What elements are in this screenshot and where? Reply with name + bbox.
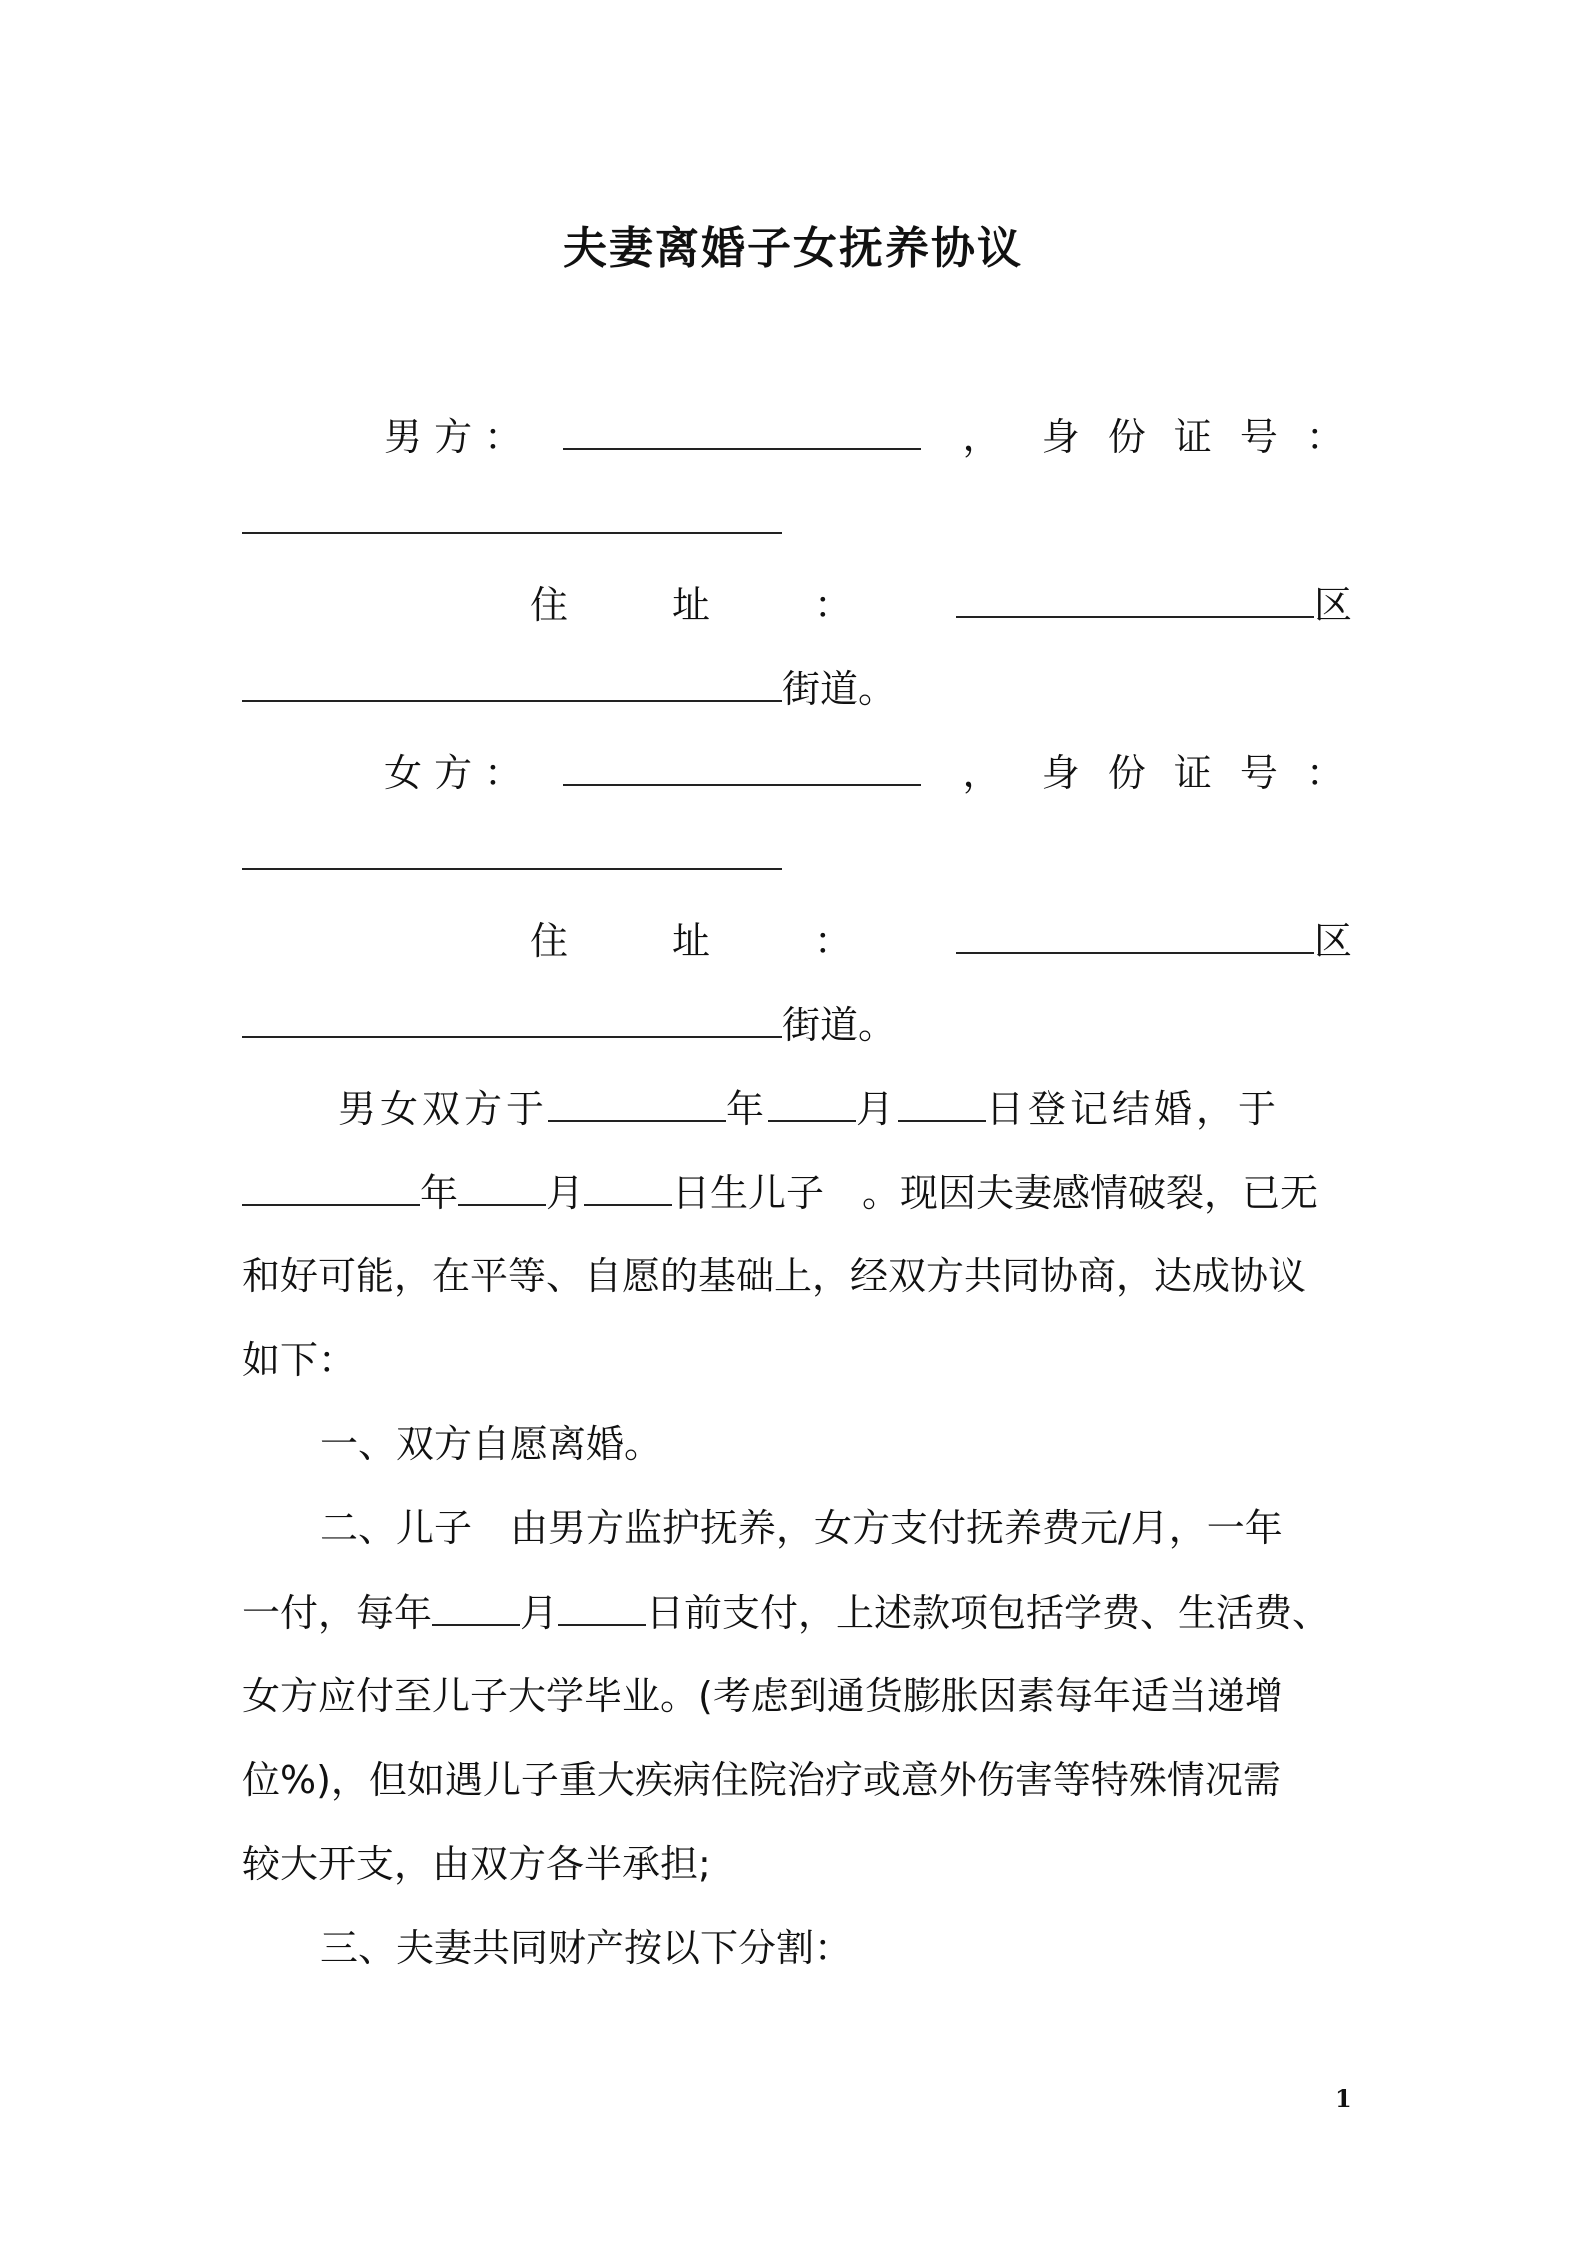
document-title: 夫妻离婚子女抚养协议 xyxy=(563,223,1023,274)
address-colon: ： xyxy=(813,919,852,963)
marriage-text-7: 日生儿子 。现因夫妻感情破裂，已无 xyxy=(672,1171,1319,1215)
clause-3: 三、夫妻共同财产按以下分割： xyxy=(320,1926,853,1970)
birth-day-blank xyxy=(584,1164,672,1206)
street-label: 街道。 xyxy=(782,1003,897,1047)
female-district-blank xyxy=(956,912,1314,954)
male-id-line xyxy=(242,492,1352,548)
male-id-blank xyxy=(242,492,782,534)
male-district-group xyxy=(956,576,1352,633)
male-street-blank xyxy=(242,660,782,702)
marriage-line-3: 和好可能，在平等、自愿的基础上，经双方共同协商，达成协议 xyxy=(242,1254,1307,1298)
clause-2-text-c: 日前支付，上述款项包括学费、生活费、 xyxy=(646,1591,1331,1635)
marriage-text-4: 日登记结婚，于 xyxy=(986,1087,1281,1131)
marriage-month-label: 月 xyxy=(856,1087,899,1131)
comma: ， xyxy=(962,751,1001,795)
page-number: 1 xyxy=(1335,2084,1352,2113)
male-id-label: 身 份 证 号 ： xyxy=(1041,415,1352,459)
female-district-group xyxy=(956,912,1352,969)
address-char-1: 住 xyxy=(530,583,569,627)
clause-1: 一、双方自愿离婚。 xyxy=(320,1422,663,1466)
payment-month-blank xyxy=(432,1584,520,1626)
comma: ， xyxy=(962,415,1001,459)
district-label: 区 xyxy=(1313,583,1352,627)
male-name-blank xyxy=(563,408,921,450)
clause-2-line-1: 二、儿子 由男方监护抚养，女方支付抚养费元/月，一年 xyxy=(320,1506,1283,1550)
marriage-text-1: 男女双方于 xyxy=(338,1087,549,1131)
address-colon: ： xyxy=(813,583,852,627)
clause-2-text-a: 一付，每年 xyxy=(242,1591,433,1635)
female-id-line xyxy=(242,828,1352,884)
female-name-blank xyxy=(563,744,921,786)
female-street-blank xyxy=(242,996,782,1038)
male-address-line xyxy=(530,576,1352,632)
marriage-line-1 xyxy=(338,1080,1352,1136)
clause-2-text-b: 月 xyxy=(520,1591,559,1635)
female-street-line xyxy=(242,996,1352,1052)
marriage-line-4: 如下： xyxy=(242,1338,357,1382)
address-char-2: 址 xyxy=(671,919,710,963)
address-char-1: 住 xyxy=(530,919,569,963)
male-label: 男 方 ： xyxy=(384,415,523,459)
female-id-blank xyxy=(242,828,782,870)
birth-year-label: 年 xyxy=(420,1171,459,1215)
clause-2-line-3: 女方应付至儿子大学毕业。(考虑到通货膨胀因素每年适当递增 xyxy=(242,1674,1283,1718)
address-char-2: 址 xyxy=(671,583,710,627)
male-street-line xyxy=(242,660,1352,716)
female-id-label: 身 份 证 号 ： xyxy=(1041,751,1352,795)
clause-2-line-2 xyxy=(242,1584,1352,1640)
street-label: 街道。 xyxy=(782,667,897,711)
birth-month-blank xyxy=(458,1164,546,1206)
male-district-blank xyxy=(956,576,1314,618)
payment-day-blank xyxy=(558,1584,646,1626)
marriage-day-blank xyxy=(898,1080,986,1122)
male-party-line xyxy=(384,408,1352,464)
marriage-line-2 xyxy=(242,1164,1352,1220)
birth-year-blank xyxy=(242,1164,420,1206)
district-label: 区 xyxy=(1313,919,1352,963)
marriage-year-label: 年 xyxy=(726,1087,769,1131)
marriage-year-blank xyxy=(548,1080,726,1122)
female-label: 女 方 ： xyxy=(384,751,523,795)
clause-2-line-4: 位%)，但如遇儿子重大疾病住院治疗或意外伤害等特殊情况需 xyxy=(242,1758,1281,1802)
clause-2-line-5: 较大开支，由双方各半承担; xyxy=(242,1842,711,1886)
female-party-line xyxy=(384,744,1352,800)
birth-month-label: 月 xyxy=(546,1171,585,1215)
female-address-line xyxy=(530,912,1352,968)
marriage-month-blank xyxy=(768,1080,856,1122)
